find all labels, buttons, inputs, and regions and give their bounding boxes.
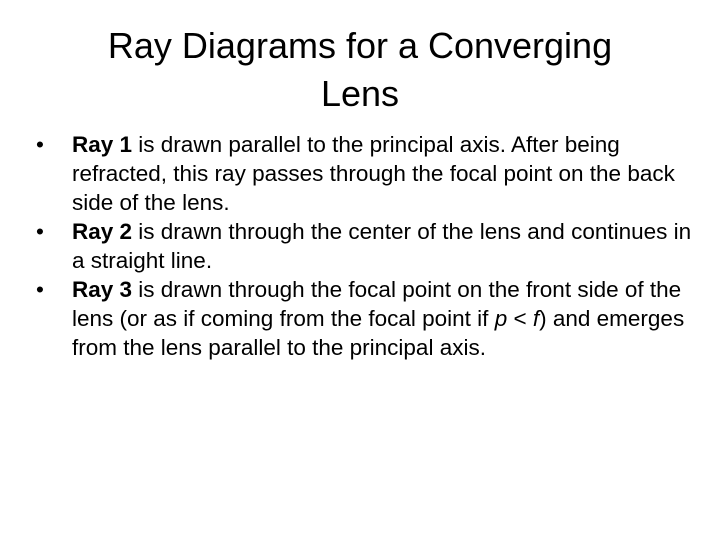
variable-p: p <box>494 306 508 331</box>
slide-title-line2: Lens <box>320 73 400 114</box>
ray-3-label: Ray 3 <box>72 277 133 302</box>
bullet-ray-3 <box>36 275 696 362</box>
variable-f: f <box>532 306 540 331</box>
slide-title <box>60 22 660 118</box>
ray-2-label: Ray 2 <box>72 219 133 244</box>
ray-3-text-b: < <box>507 306 533 331</box>
ray-1-label: Ray 1 <box>72 132 133 157</box>
ray-1-text: is drawn parallel to the principal axis. After being refracted, this ray passes through the focal point on the back side of the lens. <box>72 132 675 215</box>
bullet-ray-1 <box>36 130 696 217</box>
bullet-list <box>36 130 696 362</box>
bullet-marker: • <box>36 277 44 302</box>
bullet-marker: • <box>36 132 44 157</box>
ray-2-text: is drawn through the center of the lens and continues in a straight line. <box>72 219 692 273</box>
ray-3-text-a: is drawn through the focal point on the front side of the lens (or as if coming from the focal point if <box>72 277 682 331</box>
ray-3-text-c: ) and emerges from the lens parallel to the principal axis. <box>72 306 685 360</box>
bullet-marker: • <box>36 219 44 244</box>
slide-title-line1: Ray Diagrams for a Converging <box>107 25 613 66</box>
bullet-ray-2 <box>36 217 696 275</box>
